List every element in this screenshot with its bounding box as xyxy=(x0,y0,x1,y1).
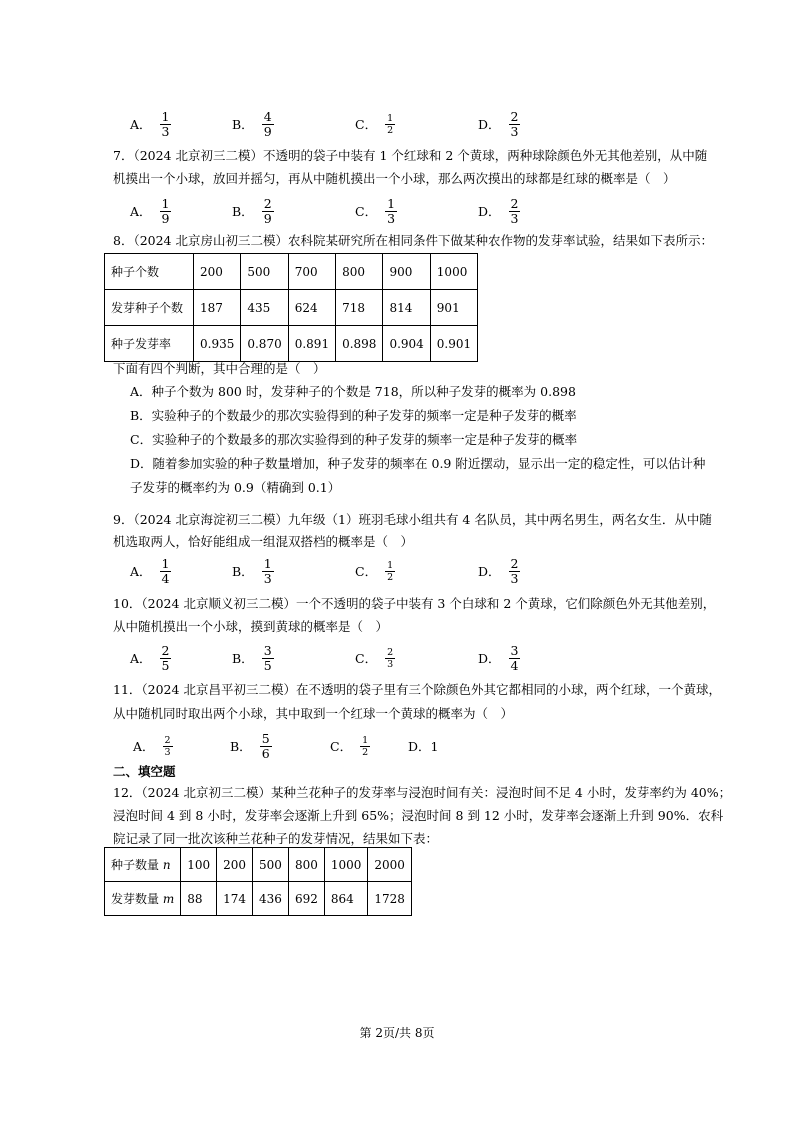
q8-option-c: C．实验种子的个数最多的那次实验得到的种子发芽的频率一定是种子发芽的概率 xyxy=(130,432,578,447)
q12-cell: 1728 xyxy=(368,882,412,916)
q10-options xyxy=(130,640,690,676)
option-label: B． xyxy=(230,739,252,754)
q8-cell: 200 xyxy=(194,254,241,290)
option-label: D． xyxy=(478,651,501,666)
fraction xyxy=(385,197,397,226)
answer-option xyxy=(130,193,171,229)
answer-option xyxy=(232,553,274,589)
q8-cell: 800 xyxy=(336,254,383,290)
fraction-denominator: 2 xyxy=(362,746,369,758)
answer-option xyxy=(130,106,171,142)
fraction xyxy=(260,732,272,761)
q12-cell: 864 xyxy=(324,882,368,916)
q12-cell: 200 xyxy=(217,848,253,882)
q9-text-line2: 机选取两人，恰好能组成一组混双搭档的概率是（ ） xyxy=(113,534,414,549)
q8-cell: 0.901 xyxy=(430,326,477,362)
fraction xyxy=(509,110,521,139)
q12-cell: 88 xyxy=(181,882,217,916)
answer-option xyxy=(355,640,395,676)
fraction-numerator: 2 xyxy=(387,646,394,658)
q12-row-label: 发芽数量 m xyxy=(105,882,181,916)
q8-cell: 0.935 xyxy=(194,326,241,362)
fraction-denominator: 3 xyxy=(164,746,171,758)
q8-option-a: A．种子个数为 800 时，发芽种子的个数是 718，所以种子发芽的概率为 0.898 xyxy=(130,384,576,399)
fraction-denominator: 9 xyxy=(263,123,272,139)
q8-cell: 187 xyxy=(194,290,241,326)
option-label: C． xyxy=(355,204,378,219)
fraction-denominator: 3 xyxy=(510,570,519,586)
q8-cell: 种子个数 xyxy=(105,254,194,290)
q8-cell: 0.904 xyxy=(383,326,430,362)
q8-cell: 814 xyxy=(383,290,430,326)
fraction xyxy=(262,110,274,139)
answer-option xyxy=(355,106,395,142)
q12-cell: 436 xyxy=(253,882,289,916)
q8-cell: 700 xyxy=(288,254,335,290)
fraction xyxy=(262,197,274,226)
fraction xyxy=(509,557,521,586)
q12-text-line3: 院记录了同一批次该种兰花种子的发芽情况，结果如下表： xyxy=(113,831,439,846)
q8-cell: 0.898 xyxy=(336,326,383,362)
fraction xyxy=(160,557,172,586)
q8-cell: 1000 xyxy=(430,254,477,290)
option-label: C． xyxy=(330,739,353,754)
fraction-numerator: 1 xyxy=(387,559,394,571)
q12-text-line1: 12．（2024 北京初三二模）某种兰花种子的发芽率与浸泡时间有关：浸泡时间不足 4 小时，发芽率约为 40%； xyxy=(113,785,732,800)
fraction-denominator: 4 xyxy=(510,657,519,673)
q12-cell: 1000 xyxy=(324,848,368,882)
fraction-denominator: 4 xyxy=(161,570,170,586)
fraction xyxy=(262,557,274,586)
fraction-numerator: 1 xyxy=(362,734,369,746)
q8-cell: 624 xyxy=(288,290,335,326)
option-label: D． xyxy=(478,204,501,219)
answer-option xyxy=(130,640,171,676)
q8-cell: 718 xyxy=(336,290,383,326)
fraction-numerator: 3 xyxy=(263,642,272,658)
q8-cell: 种子发芽率 xyxy=(105,326,194,362)
answer-option xyxy=(355,193,397,229)
option-label: A． xyxy=(133,739,155,754)
answer-option xyxy=(133,728,173,764)
q12-cell: 800 xyxy=(288,848,324,882)
q6-options xyxy=(130,106,690,142)
option-label: B． xyxy=(232,564,254,579)
fraction-denominator: 2 xyxy=(387,124,394,136)
answer-option xyxy=(330,728,370,764)
answer-option xyxy=(232,640,274,676)
section-heading: 二、填空题 xyxy=(113,764,176,779)
fraction xyxy=(160,644,172,673)
fraction-numerator: 4 xyxy=(263,108,272,124)
option-label: C． xyxy=(355,651,378,666)
q8-text-line1: 8．（2024 北京房山初三二模）农科院某研究所在相同条件下做某种农作物的发芽率试验，结果如下表所示： xyxy=(113,233,713,248)
option-label: B． xyxy=(232,117,254,132)
q12-cell: 692 xyxy=(288,882,324,916)
q12-cell: 2000 xyxy=(368,848,412,882)
q12-table xyxy=(104,847,412,916)
fraction xyxy=(509,197,521,226)
answer-option xyxy=(232,106,274,142)
q8-option-d-line1: D．随着参加实验的种子数量增加，种子发芽的频率在 0.9 附近摆动，显示出一定的稳定性，可以估计种 xyxy=(130,456,706,471)
q8-cell: 900 xyxy=(383,254,430,290)
fraction-numerator: 1 xyxy=(161,555,170,571)
answer-option xyxy=(232,193,274,229)
answer-option xyxy=(478,193,520,229)
fraction xyxy=(385,560,395,583)
fraction-numerator: 1 xyxy=(263,555,272,571)
q10-text-line2: 从中随机摸出一个小球，摸到黄球的概率是（ ） xyxy=(113,619,389,634)
fraction-denominator: 3 xyxy=(387,658,394,670)
q8-option-b: B．实验种子的个数最少的那次实验得到的种子发芽的频率一定是种子发芽的概率 xyxy=(130,408,577,423)
fraction-numerator: 5 xyxy=(261,730,270,746)
fraction-denominator: 3 xyxy=(263,570,272,586)
q8-cell: 500 xyxy=(241,254,288,290)
option-label: D． xyxy=(478,117,501,132)
fraction-numerator: 2 xyxy=(164,734,171,746)
q12-cell: 500 xyxy=(253,848,289,882)
fraction xyxy=(360,735,370,758)
option-label: C． xyxy=(355,564,378,579)
option-label: A． xyxy=(130,204,152,219)
q7-text-line1: 7．（2024 北京初三二模）不透明的袋子中装有 1 个红球和 2 个黄球，两种球除颜色外无其他差别，从中随 xyxy=(113,148,708,163)
fraction-numerator: 2 xyxy=(510,555,519,571)
fraction xyxy=(385,647,395,670)
fraction xyxy=(509,644,521,673)
option-label: B． xyxy=(232,204,254,219)
fraction-numerator: 3 xyxy=(510,642,519,658)
fraction xyxy=(262,644,274,673)
fraction-numerator: 1 xyxy=(387,195,396,211)
answer-option xyxy=(230,728,272,764)
answer-option-d: D．1 xyxy=(408,739,439,754)
q8-cell: 0.870 xyxy=(241,326,288,362)
answer-option xyxy=(478,553,520,589)
fraction-numerator: 2 xyxy=(510,108,519,124)
q8-option-d-line2: 子发芽的概率约为 0.9（精确到 0.1） xyxy=(130,480,341,495)
fraction-denominator: 5 xyxy=(161,657,170,673)
q8-cell: 0.891 xyxy=(288,326,335,362)
fraction-denominator: 9 xyxy=(161,210,170,226)
fraction xyxy=(163,735,173,758)
q8-table xyxy=(104,253,478,362)
option-label: A． xyxy=(130,117,152,132)
q11-text-line1: 11．（2024 北京昌平初三二模）在不透明的袋子里有三个除颜色外其它都相同的小球，两个红球，一个黄球， xyxy=(113,682,721,697)
q12-row-label: 种子数量 n xyxy=(105,848,181,882)
q7-text-line2: 机摸出一个小球，放回并摇匀，再从中随机摸出一个小球，那么两次摸出的球都是红球的概率是（ ） xyxy=(113,171,676,186)
option-label: A． xyxy=(130,651,152,666)
fraction-denominator: 3 xyxy=(510,210,519,226)
fraction-denominator: 6 xyxy=(261,745,270,761)
page-footer: 第 2页/共 8页 xyxy=(359,1026,435,1040)
q11-text-line2: 从中随机同时取出两个小球，其中取到一个红球一个黄球的概率为（ ） xyxy=(113,706,514,721)
fraction-denominator: 9 xyxy=(263,210,272,226)
answer-option xyxy=(478,106,520,142)
option-label: B． xyxy=(232,651,254,666)
fraction xyxy=(385,113,395,136)
q10-text-line1: 10．（2024 北京顺义初三二模）一个不透明的袋子中装有 3 个白球和 2 个黄球，它们除颜色外无其他差别， xyxy=(113,596,716,611)
option-label: C． xyxy=(355,117,378,132)
fraction xyxy=(160,197,172,226)
fraction xyxy=(160,110,172,139)
fraction-denominator: 5 xyxy=(263,657,272,673)
fraction-numerator: 1 xyxy=(161,108,170,124)
q8-after-table: 下面有四个判断，其中合理的是（ ） xyxy=(113,361,326,376)
q8-cell: 435 xyxy=(241,290,288,326)
fraction-denominator: 3 xyxy=(161,123,170,139)
q8-cell: 901 xyxy=(430,290,477,326)
fraction-denominator: 3 xyxy=(510,123,519,139)
fraction-numerator: 2 xyxy=(161,642,170,658)
q9-options xyxy=(130,553,690,589)
fraction-denominator: 2 xyxy=(387,571,394,583)
fraction-numerator: 2 xyxy=(510,195,519,211)
q9-text-line1: 9．（2024 北京海淀初三二模）九年级（1）班羽毛球小组共有 4 名队员，其中两名男生，两名女生．从中随 xyxy=(113,512,712,527)
q11-options xyxy=(133,728,693,764)
q12-cell: 174 xyxy=(217,882,253,916)
q12-text-line2: 浸泡时间 4 到 8 小时，发芽率会逐渐上升到 65%；浸泡时间 8 到 12 小时，发芽率会逐渐上升到 90%．农科 xyxy=(113,808,724,823)
q8-cell: 发芽种子个数 xyxy=(105,290,194,326)
q12-cell: 100 xyxy=(181,848,217,882)
fraction-denominator: 3 xyxy=(387,210,396,226)
answer-option xyxy=(130,553,171,589)
q7-options xyxy=(130,193,690,229)
fraction-numerator: 1 xyxy=(387,112,394,124)
answer-option xyxy=(478,640,520,676)
answer-option xyxy=(355,553,395,589)
option-label: D． xyxy=(478,564,501,579)
option-label: A． xyxy=(130,564,152,579)
fraction-numerator: 1 xyxy=(161,195,170,211)
fraction-numerator: 2 xyxy=(263,195,272,211)
